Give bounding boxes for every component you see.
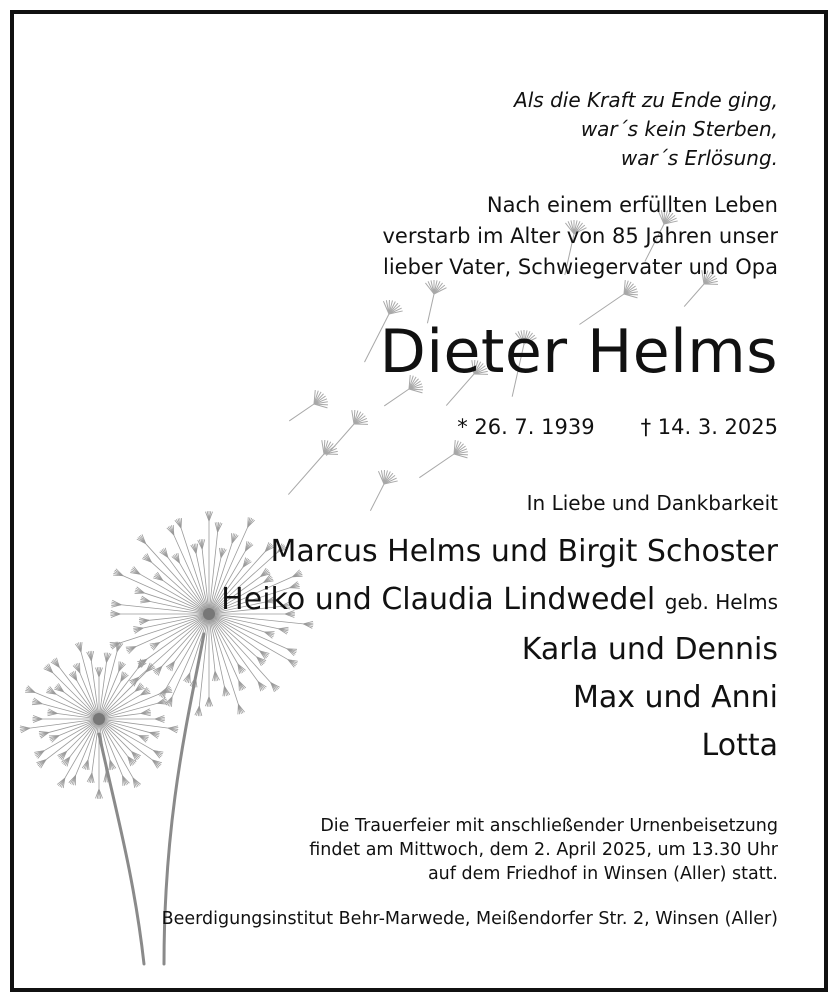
floating-seed xyxy=(419,440,468,478)
family-line: Marcus Helms und Birgit Schoster xyxy=(270,534,778,569)
family-line: Karla und Dennis xyxy=(521,632,778,667)
life-dates xyxy=(457,412,778,442)
ceremony-info xyxy=(309,814,778,886)
motto-line: war´s kein Sterben, xyxy=(580,117,778,141)
family-list xyxy=(221,528,778,770)
death-date: † 14. 3. 2025 xyxy=(640,415,778,439)
motto-verse xyxy=(514,86,778,173)
tribute-line: In Liebe und Dankbarkeit xyxy=(526,491,778,515)
floating-seed xyxy=(370,470,397,511)
ceremony-line: auf dem Friedhof in Winsen (Aller) statt. xyxy=(427,864,778,884)
family-names: Heiko und Claudia Lindwedel xyxy=(221,582,656,617)
ceremony-line: findet am Mittwoch, dem 2. April 2025, um 13.30 Uhr xyxy=(309,840,778,860)
intro-line: Nach einem erfüllten Leben xyxy=(486,193,778,217)
floating-seed xyxy=(326,410,368,456)
maiden-name-note: geb. Helms xyxy=(664,590,778,614)
floating-seed xyxy=(288,440,338,495)
birth-date: * 26. 7. 1939 xyxy=(457,415,595,439)
family-line: Max und Anni xyxy=(572,680,778,715)
floating-seed xyxy=(289,390,328,421)
ceremony-line: Die Trauerfeier mit anschließender Urnenbeisetzung xyxy=(320,816,778,836)
family-line xyxy=(221,576,778,626)
deceased-name: Dieter Helms xyxy=(379,317,778,387)
intro-text xyxy=(382,190,778,283)
intro-line: verstarb im Alter von 85 Jahren unser xyxy=(382,224,778,248)
obituary-frame xyxy=(10,10,828,992)
family-line: Lotta xyxy=(701,728,778,763)
intro-line: lieber Vater, Schwiegervater und Opa xyxy=(382,255,778,279)
motto-line: Als die Kraft zu Ende ging, xyxy=(514,88,778,112)
undertaker-info: Beerdigungsinstitut Behr-Marwede, Meißendorfer Str. 2, Winsen (Aller) xyxy=(161,909,778,929)
dandelion-head xyxy=(20,642,178,799)
motto-line: war´s Erlösung. xyxy=(620,146,778,170)
